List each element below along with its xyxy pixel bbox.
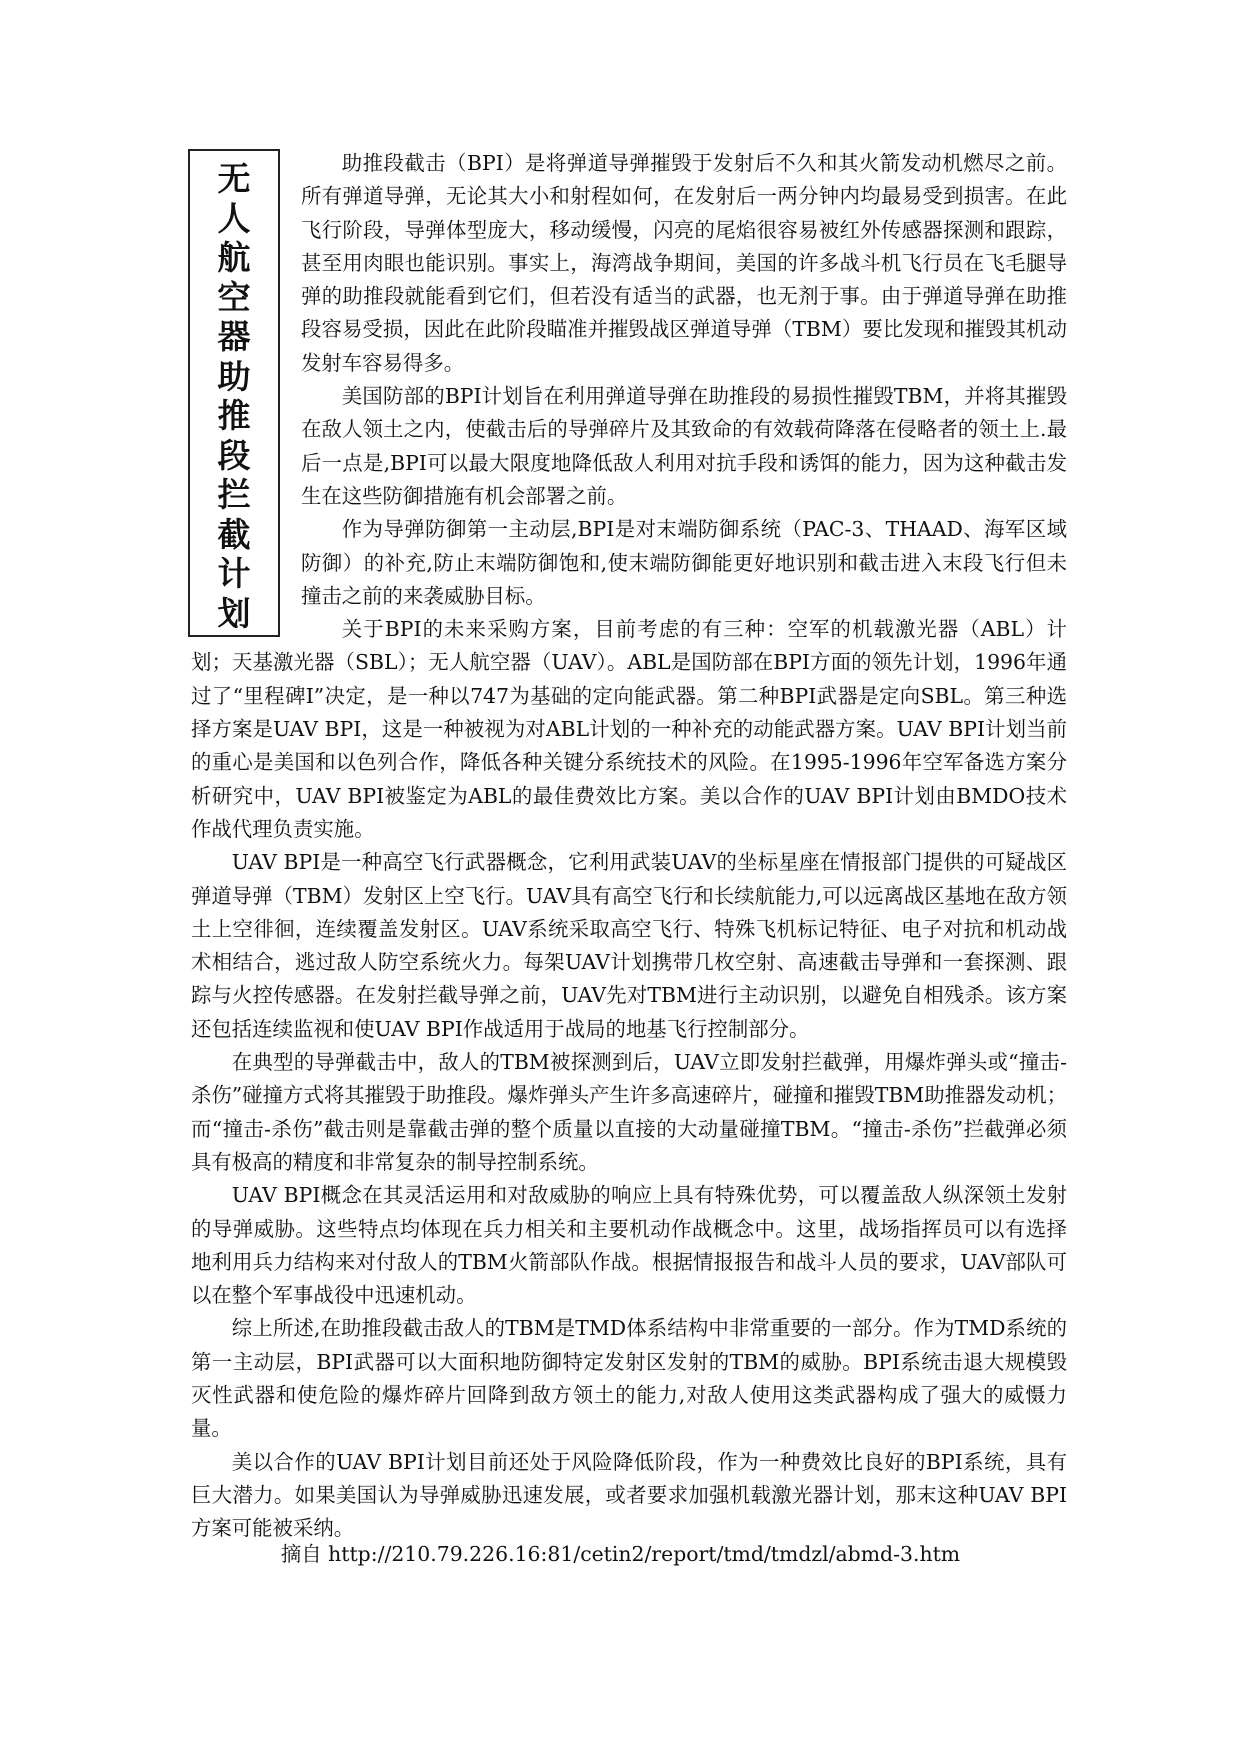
paragraph-3: 作为导弹防御第一主动层,BPI是对末端防御系统（PAC-3、THAAD、海军区域防御）的补充,防止末端防御饱和,使末端防御能更好地识别和截击进入末段飞行但未撞击之前的来袭威胁目标。 xyxy=(301,517,1067,608)
title-char: 器 xyxy=(217,317,251,356)
title-char: 航 xyxy=(217,238,251,277)
paragraph-5: UAV BPI是一种高空飞行武器概念，它利用武装UAV的坐标星座在情报部门提供的可疑战区弹道导弹（TBM）发射区上空飞行。UAV具有高空飞行和长续航能力,可以远离战区基地在敌方领土上空徘徊，连续覆盖发射区。UAV系统采取高空飞行、特殊飞机标记特征、电子对抗和机动战术相结合，逃过敌人防空系统火力。每架UAV计划携带几枚空射、高速截击导弹和一套探测、跟踪与火控传感器。在发射拦截导弹之前，UAV先对TBM进行主动识别，以避免自相残杀。该方案还包括连续监视和使UAV BPI作战适用于战局的地基飞行控制部分。 xyxy=(191,850,1067,1041)
title-char: 人 xyxy=(217,198,251,238)
paragraph-4: 关于BPI的未来采购方案，目前考虑的有三种：空军的机载激光器（ABL）计划；天基激光器（SBL）；无人航空器（UAV）。ABL是国防部在BPI方面的领先计划，1996年通过了“里程碑I”决定，是一种以747为基础的定向能武器。第二种BPI武器是定向SBL。第三种选择方案是UAV BPI，这是一种被视为对ABL计划的一种补充的动能武器方案。UAV BPI计划当前的重心是美国和以色列合作，降低各种关键分系统技术的风险。在1995-1996年空军备选方案分析研究中，UAV BPI被鉴定为ABL的最佳费效比方案。美以合作的UAV BPI计划由BMDO技术作战代理负责实施。 xyxy=(191,617,1067,841)
paragraph-2: 美国防部的BPI计划旨在利用弹道导弹在助推段的易损性摧毁TBM，并将其摧毁在敌人领土之内，使截击后的导弹碎片及其致命的有效载荷降落在侵略者的领土上.最后一点是,BPI可以最大限度地降低敌人利用对抗手段和诱饵的能力，因为这种截击发生在这些防御措施有机会部署之前。 xyxy=(301,384,1067,508)
title-char: 拦 xyxy=(217,475,251,514)
paragraph-8: 综上所述,在助推段截击敌人的TBM是TMD体系结构中非常重要的一部分。作为TMD系统的第一主动层，BPI武器可以大面积地防御特定发射区发射的TBM的威胁。BPI系统击退大规模毁灭性武器和使危险的爆炸碎片回降到敌方领土的能力,对敌人使用这类武器构成了强大的威慑力量。 xyxy=(191,1316,1067,1441)
title-char: 截 xyxy=(217,514,251,554)
paragraph-6: 在典型的导弹截击中，敌人的TBM被探测到后，UAV立即发射拦截弹，用爆炸弹头或“撞击-杀伤”碰撞方式将其摧毁于助推段。爆炸弹头产生许多高速碎片，碰撞和摧毁TBM助推器发动机；而“撞击-杀伤”截击则是靠截击弹的整个质量以直接的大动量碰撞TBM。“撞击-杀伤”拦截弹必须具有极高的精度和非常复杂的制导控制系统。 xyxy=(191,1050,1067,1174)
paragraph-9: 美以合作的UAV BPI计划目前还处于风险降低阶段，作为一种费效比良好的BPI系统，具有巨大潜力。如果美国认为导弹威胁迅速发展，或者要求加强机载激光器计划，那末这种UAV BPI方案可能被采纳。 xyxy=(191,1449,1067,1541)
source-citation: 摘自 http://210.79.226.16:81/cetin2/report/tmd/tmdzl/abmd-3.htm xyxy=(280,1542,961,1566)
title-char: 助 xyxy=(217,356,251,396)
title-char: 无 xyxy=(217,159,251,198)
title-char: 划 xyxy=(217,593,251,633)
title-char: 推 xyxy=(217,396,251,435)
title-char: 空 xyxy=(217,277,251,317)
title-char: 段 xyxy=(217,435,251,475)
paragraph-1: 助推段截击（BPI）是将弹道导弹摧毁于发射后不久和其火箭发动机燃尽之前。所有弹道导弹，无论其大小和射程如何，在发射后一两分钟内均最易受到损害。在此飞行阶段，导弹体型庞大，移动缓慢，闪亮的尾焰很容易被红外传感器探测和跟踪，甚至用肉眼也能识别。事实上，海湾战争期间，美国的许多战斗机飞行员在飞毛腿导弹的助推段就能看到它们，但若没有适当的武器，也无剂于事。由于弹道导弹在助推段容易受损，因此在此阶段瞄准并摧毁战区弹道导弹（TBM）要比发现和摧毁其机动发射车容易得多。 xyxy=(301,151,1067,375)
title-char: 计 xyxy=(217,554,251,593)
body-text xyxy=(191,147,1067,1545)
paragraph-7: UAV BPI概念在其灵活运用和对敌威胁的响应上具有特殊优势，可以覆盖敌人纵深领土发射的导弹威胁。这些特点均体现在兵力相关和主要机动作战概念中。这里，战场指挥员可以有选择地利用兵力结构来对付敌人的TBM火箭部队作战。根据情报报告和战斗人员的要求，UAV部队可以在整个军事战役中迅速机动。 xyxy=(191,1183,1067,1308)
